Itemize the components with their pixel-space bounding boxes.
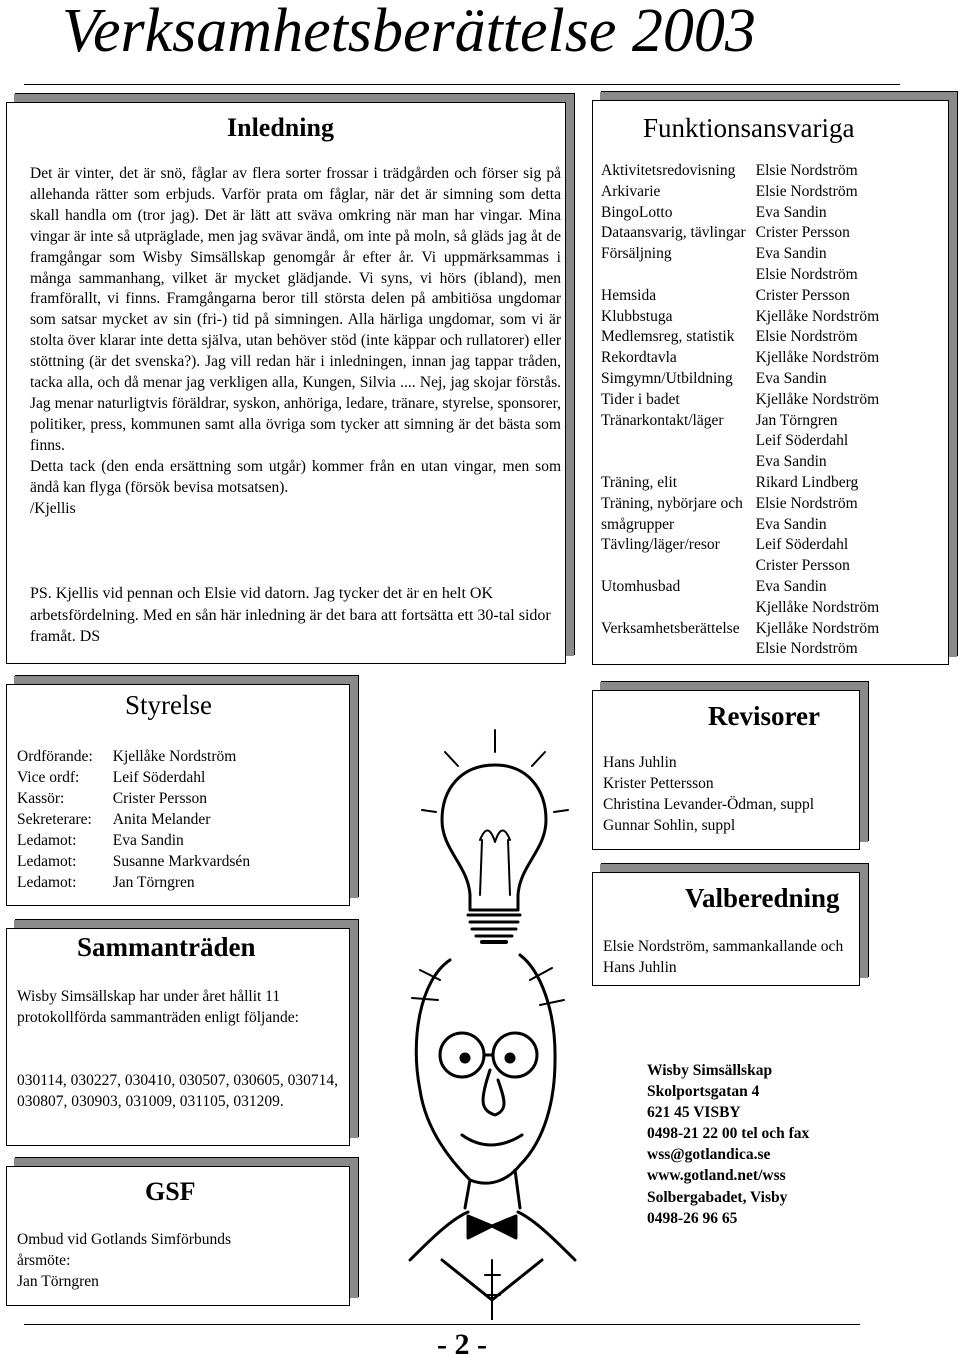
- revisor-name: Christina Levander-Ödman, suppl: [603, 795, 815, 813]
- funktion-role: Arkivarie: [601, 182, 661, 200]
- styrelse-person: Crister Persson: [112, 790, 208, 808]
- funktion-row: [601, 370, 879, 391]
- styrelse-person: Anita Melander: [112, 811, 211, 829]
- sammantraden-box: [6, 928, 350, 1146]
- funktion-person: Kjellåke Nordström: [755, 349, 880, 367]
- funktion-role: Hemsida: [601, 286, 657, 304]
- funktion-person: Elsie Nordström: [755, 494, 858, 512]
- page-number: - 2 -: [437, 1328, 487, 1361]
- revisorer-title: Revisorer: [708, 701, 820, 731]
- funktion-person: Rikard Lindberg: [755, 473, 859, 491]
- funktion-row: [601, 308, 879, 329]
- funktion-person: Elsie Nordström: [755, 328, 858, 346]
- funktion-row: [601, 162, 879, 183]
- revisorer-list: [603, 753, 814, 837]
- valberedning-name: Hans Juhlin: [603, 958, 677, 976]
- funktion-person: Eva Sandin: [755, 245, 827, 263]
- funktion-row: [601, 536, 879, 557]
- funktion-row: [601, 349, 879, 370]
- revisor-name: Hans Juhlin: [603, 754, 677, 771]
- funktion-role: Utomhusbad: [601, 577, 681, 595]
- funktion-row: [601, 204, 879, 225]
- funktion-person: Eva Sandin: [755, 453, 827, 471]
- styrelse-box: [6, 684, 350, 906]
- styrelse-row: [17, 831, 250, 852]
- man-head: [416, 955, 555, 1183]
- funktion-role: Simgymn/Utbildning: [601, 369, 733, 387]
- funktion-person: Kjellåke Nordström: [755, 619, 880, 637]
- styrelse-table: [17, 747, 250, 893]
- funktion-person: Leif Söderdahl: [755, 536, 849, 554]
- funktion-person: Leif Söderdahl: [755, 432, 849, 450]
- funktion-role: BingoLotto: [601, 203, 673, 221]
- funktion-role: Aktivitetsredovisning: [601, 162, 736, 179]
- funktion-row: [601, 557, 879, 578]
- styrelse-person: Eva Sandin: [112, 832, 184, 849]
- valberedning-name: Elsie Nordström, sammankallande och: [603, 938, 844, 955]
- inledning-box: [6, 102, 566, 664]
- styrelse-row: [17, 851, 250, 872]
- funktionsansvariga-box: [592, 100, 949, 665]
- footer-rule: [24, 1324, 860, 1325]
- funktion-row: [601, 183, 879, 204]
- funktion-row: [601, 620, 879, 641]
- funktion-row: [601, 432, 879, 453]
- sammantraden-title: Sammanträden: [77, 932, 256, 962]
- funktion-person: Kjellåke Nordström: [755, 390, 880, 408]
- funktion-person: Elsie Nordström: [755, 162, 858, 179]
- sammantraden-dates: 030114, 030227, 030410, 030507, 030605, 030714, 030807, 030903, 031009, 031105, 031209.: [17, 1072, 339, 1110]
- styrelse-person: Kjellåke Nordström: [112, 748, 237, 766]
- funktion-person: Elsie Nordström: [755, 265, 858, 283]
- header-rule: [24, 84, 900, 85]
- bow-tie-icon: [468, 1216, 516, 1238]
- funktion-person: Eva Sandin: [755, 577, 827, 595]
- gsf-title: GSF: [145, 1177, 196, 1206]
- contact-line: Wisby Simsällskap: [647, 1062, 773, 1079]
- funktion-person: Crister Persson: [755, 557, 850, 575]
- funktion-role: Tävling/läger/resor: [601, 536, 720, 554]
- funktionsansvariga-table: [601, 162, 879, 661]
- funktion-row: [601, 412, 879, 433]
- gsf-line: Ombud vid Gotlands Simförbunds: [17, 1231, 231, 1248]
- funktion-role: Dataansvarig, tävlingar: [601, 224, 746, 242]
- funktion-role: Träning, elit: [601, 473, 678, 491]
- inledning-title: Inledning: [227, 113, 334, 142]
- funktion-person: Elsie Nordström: [755, 182, 858, 200]
- funktion-person: Jan Törngren: [755, 411, 838, 429]
- funktion-role: Medlemsreg, statistik: [601, 328, 735, 346]
- funktion-row: [601, 599, 879, 620]
- valberedning-list: [603, 937, 843, 979]
- funktion-role: Tider i badet: [601, 390, 680, 408]
- funktion-role: Rekordtavla: [601, 349, 677, 367]
- styrelse-person: Leif Söderdahl: [112, 769, 206, 787]
- inledning-paragraph: Det är vinter, det är snö, fåglar av flera sorter frossar i trädgården och förser sig på allehanda rätter som erbjuds. Varför prata om fåglar, när det är simning som detta skall handla om (tror jag). Det är lätt att sväva omkring när man har vingar. Mina vingar är inte så utpräglade, men jag svävar ändå, om inte på moln, så gläds jag åt de framgångar som Wisby Simsällskap genomgår år efter år. Vi uppmärksammas i många sammanhang, vilket är mycket glädjande. Vi syns, vi hörs (ibland), men framförallt, vi finns. Framgångarna beror till största delen på ambitiösa ungdomar som satsar mycket av sin (fri-) tid på simningen. Alla härliga ungdomar, som vi är stolta över klarar inte detta själva, utan behöver stöd (inte käppar och rullatorer) eller stöttning (är det svenska?). Jag vill redan här i inledningen, innan jag tappar tråden, tacka alla, och då menar jag verkligen alla, Kungen, Silvia .... Nej, jag skojar förstås. Jag menar naturligtvis föräldrar, syskon, anhöriga, ledare, tränare, styrelse, sponsorer, politiker, press, kommunen samt alla övriga som tycker att simning är det bästa som finns.: [30, 165, 561, 454]
- contact-line: Solbergabadet, Visby: [647, 1188, 788, 1206]
- funktion-row: [601, 516, 879, 537]
- revisor-name: Krister Pettersson: [603, 774, 714, 792]
- funktion-person: Kjellåke Nordström: [755, 307, 880, 325]
- gsf-line: årsmöte:: [17, 1251, 71, 1269]
- styrelse-title: Styrelse: [125, 690, 212, 720]
- funktion-person: Eva Sandin: [755, 369, 827, 387]
- funktionsansvariga-title: Funktionsansvariga: [643, 113, 855, 143]
- styrelse-role: Ledamot:: [17, 832, 77, 849]
- contact-line: 0498-21 22 00 tel och fax: [647, 1125, 810, 1143]
- funktion-role: [601, 640, 746, 661]
- contact-line: 621 45 VISBY: [647, 1104, 741, 1122]
- funktion-row: [601, 640, 879, 661]
- funktion-person: Kjellåke Nordström: [755, 598, 880, 616]
- page-title: Verksamhetsberättelse 2003: [62, 0, 756, 65]
- valberedning-box: [592, 872, 860, 986]
- funktion-role: [601, 557, 746, 578]
- funktion-row: [601, 224, 879, 245]
- funktion-row: [601, 245, 879, 266]
- contact-line: wss@gotlandica.se: [647, 1146, 771, 1164]
- styrelse-role: Ordförande:: [17, 748, 93, 766]
- valberedning-title: Valberedning: [685, 883, 840, 913]
- funktion-role: Klubbstuga: [601, 307, 673, 325]
- styrelse-row: [17, 810, 250, 831]
- contact-block: [647, 1060, 809, 1229]
- funktion-role: smågrupper: [601, 515, 675, 533]
- funktion-row: [601, 328, 879, 349]
- styrelse-role: Ledamot:: [17, 852, 77, 870]
- funktion-role: [601, 266, 746, 287]
- styrelse-row: [17, 747, 250, 768]
- funktion-role: Tränarkontakt/läger: [601, 411, 724, 429]
- sammantraden-text: Wisby Simsällskap har under året hållit 11 protokollförda sammanträden enligt följande:: [17, 988, 299, 1026]
- funktion-row: [601, 578, 879, 599]
- contact-line: Skolportsgatan 4: [647, 1083, 760, 1101]
- funktion-row: [601, 453, 879, 474]
- funktion-person: Crister Persson: [755, 224, 850, 242]
- contact-line: www.gotland.net/wss: [647, 1167, 786, 1185]
- styrelse-role: Kassör:: [17, 790, 65, 808]
- funktion-role: Försäljning: [601, 245, 672, 263]
- funktion-role: [601, 432, 746, 453]
- inledning-ps: PS. Kjellis vid pennan och Elsie vid datorn. Jag tycker det är en helt OK arbetsfördelning. Med en sån här inledning är det bara att fortsätta ett 30-tal sidor framåt. DS: [30, 585, 551, 645]
- funktion-person: Eva Sandin: [755, 203, 827, 221]
- funktion-person: Crister Persson: [755, 286, 850, 304]
- lightbulb-man-illustration: [350, 660, 600, 1320]
- funktion-person: Eva Sandin: [755, 515, 827, 533]
- revisor-name: Gunnar Sohlin, suppl: [603, 816, 736, 834]
- funktion-row: [601, 495, 879, 516]
- styrelse-row: [17, 768, 250, 789]
- inledning-body: [30, 164, 561, 519]
- funktion-role: [601, 453, 746, 474]
- styrelse-person: Jan Törngren: [112, 873, 195, 891]
- funktion-role: Verksamhetsberättelse: [601, 619, 740, 637]
- contact-line: 0498-26 96 65: [647, 1209, 738, 1227]
- styrelse-role: Sekreterare:: [17, 811, 92, 829]
- funktion-row: [601, 474, 879, 495]
- revisorer-box: [592, 690, 860, 850]
- gsf-line: Jan Törngren: [17, 1272, 99, 1290]
- funktion-row: [601, 391, 879, 412]
- styrelse-role: Ledamot:: [17, 873, 77, 891]
- funktion-role: [601, 599, 746, 620]
- styrelse-person: Susanne Markvardsén: [112, 852, 251, 870]
- inledning-paragraph: Detta tack (den enda ersättning som utgår) kommer från en utan vingar, men som ändå kan flyga (försök bevisa motsatsen).: [30, 457, 561, 496]
- inledning-signature: /Kjellis: [30, 499, 76, 517]
- styrelse-row: [17, 789, 250, 810]
- gsf-text: [17, 1230, 337, 1293]
- funktion-person: Elsie Nordström: [755, 640, 858, 658]
- styrelse-row: [17, 872, 250, 893]
- styrelse-role: Vice ordf:: [17, 769, 80, 787]
- funktion-role: Träning, nybörjare och: [601, 494, 743, 512]
- funktion-row: [601, 266, 879, 287]
- funktion-row: [601, 287, 879, 308]
- gsf-box: [6, 1166, 350, 1306]
